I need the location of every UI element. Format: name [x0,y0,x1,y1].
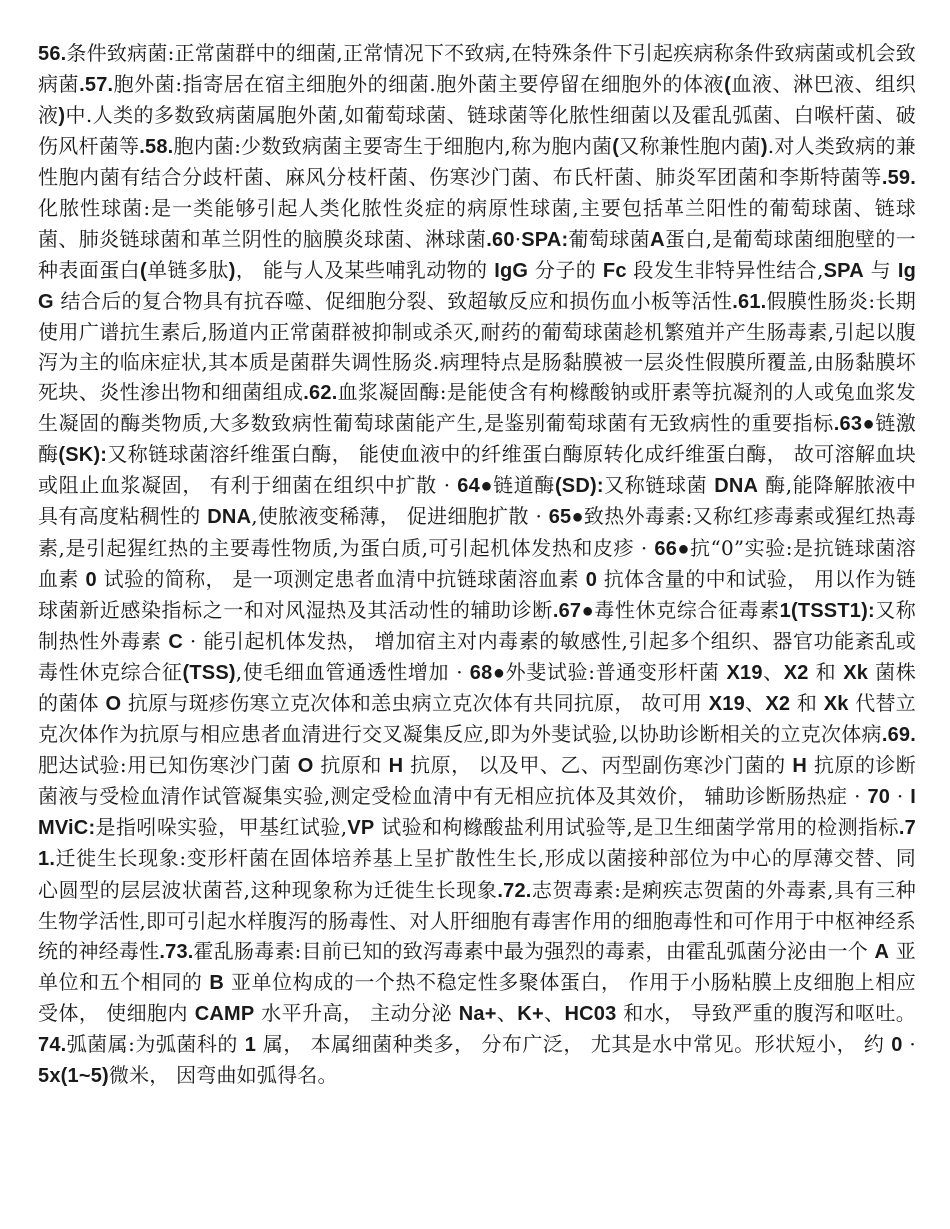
bold-text-run: .59. [881,167,916,190]
text-run: 血浆凝固酶:是能使含有枸橼酸钠或肝素等抗凝剂的人或兔血浆发生凝固的酶类物质,大多数致病性葡萄球菌能产生,是鉴别葡萄球菌有无致病性的重要指标 [38,380,916,436]
bold-text-run: A [874,940,890,963]
text-run: 弧菌属:为弧菌科的 [66,1032,245,1056]
text-run: 水平升高， 主动分泌 [254,1000,459,1025]
bold-text-run: X2 [783,661,809,684]
bold-text-run: ( [612,136,620,159]
text-run: 菌株的菌体 [38,659,916,715]
bold-text-run: IMViC: [38,786,916,840]
bold-text-run: 1(TSST1): [779,599,875,622]
bold-text-run: ( [140,259,147,282]
text-run: 、 [496,1000,518,1025]
bold-text-run: .67● [552,599,595,622]
bold-text-run: .57. [79,74,114,97]
text-run: 抗原与斑疹伤寒立克次体和恙虫病立克次体有共同抗原， 故可用 [121,690,709,715]
text-run: 霍乱肠毒素:目前已知的致泻毒素中最为强烈的毒素，由霍乱弧菌分泌由一个 [193,938,875,963]
bold-text-run: ) [58,105,66,128]
bold-text-run: 70 [867,786,891,809]
bold-text-run: 0 [85,568,97,591]
bold-text-run: HC03 [564,1002,617,1025]
text-run: 又称兼性胞内菌 [619,134,761,159]
text-run: · [902,1032,916,1056]
bold-text-run: X2 [765,692,791,715]
text-run: 属， 本属细菌种类多， 分布广泛， 尤其是水中常见。形状短小， 约 [256,1032,892,1056]
bold-text-run: .62. [303,382,338,405]
bold-text-run: 56. [38,43,67,65]
text-run: 微米， 因弯曲如弧得名。 [108,1063,338,1088]
text-run: 抗原， 以及甲、乙、丙型副伤寒沙门菌的 [403,753,793,778]
text-run: 胞内菌:少数致病菌主要寄生于细胞内,称为胞内菌 [173,134,613,159]
text-run: 、 [744,690,766,715]
text-run: 是指吲哚实验，甲基红试验, [95,815,348,840]
bold-text-run: 74. [38,1034,67,1056]
text-run: 肥达试验:用已知伤寒沙门菌 [38,753,298,778]
bold-text-run: .72. [497,879,532,902]
bold-text-run: DNA [714,475,759,498]
bold-text-run: .69. [881,724,916,747]
bold-text-run: B [209,971,225,994]
text-run: 又称链球菌 [603,473,715,498]
text-run: 酶,能降解脓液中具有高度粘稠性的 [38,473,917,529]
text-run: 亚单位构成的一个热不稳定性多聚体蛋白， 作用于小肠粘膜上皮细胞上相应受体， 使细胞内 [38,969,916,1025]
bold-text-run: (SD): [554,475,604,498]
bold-text-run: ) [228,259,236,282]
bold-text-run: .58. [139,136,174,159]
bold-text-run: .63● [833,413,876,436]
text-run: 和 [808,659,844,684]
text-run: 抗“0”实验:是抗链球菌溶血素 [38,535,916,591]
bold-text-run: C [168,630,183,653]
text-run: 、 [762,659,784,684]
text-run: 和水， 导致严重的腹泻和呕吐。 [616,1000,916,1025]
bold-text-run: Xk [843,661,869,684]
bold-text-run: .73. [159,940,194,963]
text-run: 结合后的复合物具有抗吞噬、促细胞分裂、致超敏反应和损伤血小板等活性 [53,288,733,313]
bold-text-run: 68● [469,661,506,684]
text-run: 试验的简称， 是一项测定患者血清中抗链球菌溶血素 [96,566,586,591]
text-run: 毒性休克综合征毒素 [594,597,780,622]
text-run: 抗原和 [313,753,389,778]
text-run: 假膜性肠炎:长期使用广谱抗生素后,肠道内正常菌群被抑制或杀灭,耐药的葡萄球菌趁机繁殖并产生肠毒素,引起以腹泻为主的临床症状,其本质是菌群失调性肠炎.病理特点是肠黏膜被一层炎性假膜所覆盖,由肠黏膜坏死块、炎性渗出物和细菌组成 [38,288,916,405]
text-run: 葡萄球菌 [568,226,651,251]
text-run: 代替立克次体作为抗原与相应患者血清进行交叉凝集反应,即为外斐试验,以协助诊断相关的立克次体病 [38,690,916,747]
text-run: 致热外毒素:又称红疹毒素或猩红热毒素,是引起猩红热的主要毒性物质,为蛋白质,可引起机体发热和皮疹 · [38,504,917,560]
text-run: ,使毛细血管通透性增加 · [235,659,470,684]
text-run: 段发生非特异性结合, [626,257,824,282]
bold-text-run: .60 [486,228,515,251]
bold-text-run: O [297,755,314,778]
bold-text-run: H [792,755,808,778]
text-run: 胞外菌:指寄居在宿主细胞外的细菌.胞外菌主要停留在细胞外的体液 [113,72,725,97]
bold-text-run: 65● [548,506,584,529]
document-page [38,38,916,1091]
text-run: 、 [543,1000,565,1025]
text-run: · [890,784,911,809]
text-run: 抗体含量的中和试验， 用以作为链球菌新近感染指标之一和对风湿热及其活动性的辅助诊断 [38,566,916,622]
text-run: 条件致病菌:正常菌群中的细菌,正常情况下不致病,在特殊条件下引起疾病称条件致病菌或机会致病菌 [38,41,916,97]
text-run: 外斐试验:普通变形杆菌 [505,659,727,684]
bold-text-run: 0 [585,568,598,591]
bold-text-run: ) [760,136,768,159]
bold-text-run: CAMP [194,1002,255,1025]
bold-text-run: .71. [38,817,916,871]
text-run: .对人类致病的兼性胞内菌有结合分歧杆菌、麻风分枝杆菌、伤寒沙门菌、布氏杆菌、肺炎军团菌和李斯特菌等 [38,134,916,190]
text-run: 蛋白,是葡萄球菌细胞壁的一种表面蛋白 [38,226,916,282]
text-run: 单链多肽 [146,257,229,282]
text-run: 链激酶 [38,411,916,467]
text-run: 志贺毒素:是痢疾志贺菌的外毒素,具有三种生物学活性,即可引起水样腹泻的肠毒性、对人肝细胞有毒害作用的细胞毒性和可作用于中枢神经系统的神经毒性 [38,877,916,963]
bold-text-run: O [105,692,122,715]
bold-text-run: IgG [494,259,529,282]
bold-text-run: ( [724,74,731,97]
bold-text-run: 64● [457,475,494,498]
bold-text-run: Fc [602,259,627,282]
bold-text-run: (SK): [58,444,108,467]
bold-text-run: .61. [732,290,767,313]
text-run: 试验和枸橼酸盐利用试验等,是卫生细菌学常用的检测指标 [374,815,899,840]
text-run: 血液、淋巴液、组织液 [38,72,916,128]
bold-text-run: X19 [726,661,763,684]
bold-text-run: DNA [207,506,252,529]
bold-text-run: H [388,755,404,778]
bold-text-run: 66● [654,537,691,560]
bold-text-run: X19 [708,692,745,715]
bold-text-run: IgG [38,259,916,313]
bold-text-run: A [650,228,665,251]
bold-text-run: SPA [823,259,864,282]
bold-text-run: SPA: [521,228,569,251]
text-run: 又称链球菌溶纤维蛋白酶， 能使血液中的纤维蛋白酶原转化成纤维蛋白酶， 故可溶解血块或阻止血浆凝固， 有利于细菌在组织中扩散 · [38,442,917,498]
body-paragraph [38,38,916,1091]
text-run: 链道酶 [493,473,555,498]
bold-text-run: (TSS) [182,661,236,684]
text-run: 迁徙生长现象:变形杆菌在固体培养基上呈扩散性生长,形成以菌接种部位为中心的厚薄交替、同心圆型的层层波状菌苔,这种现象称为迁徙生长现象 [38,846,916,902]
bold-text-run: VP [347,817,375,840]
text-run: · [514,226,522,251]
text-run: 和 [790,690,824,715]
text-run: 与 [863,257,898,282]
text-run: ， 能与人及某些哺乳动物的 [235,257,495,282]
text-run: 亚单位和五个相同的 [38,938,916,994]
text-run: · 能引起机体发热， 增加宿主对内毒素的敏感性,引起多个组织、器官功能紊乱或毒性休克综合征 [38,628,916,684]
text-run: 又称制热性外毒素 [38,597,916,653]
bold-text-run: Xk [823,692,849,715]
text-run: ,使脓液变稀薄， 促进细胞扩散 · [251,504,549,529]
text-run: 抗原的诊断菌液与受检血清作试管凝集实验,测定受检血清中有无相应抗体及其效价， 辅助诊断肠热症 · [38,753,917,809]
bold-text-run: K+ [517,1002,544,1025]
bold-text-run: Na+ [458,1002,497,1025]
text-run: 中.人类的多数致病菌属胞外菌,如葡萄球菌、链球菌等化脓性细菌以及霍乱弧菌、白喉杆菌、破伤风杆菌等 [38,103,916,159]
text-run: 分子的 [528,257,603,282]
bold-text-run: 1 [244,1034,257,1056]
text-run: 化脓性球菌:是一类能够引起人类化脓性炎症的病原性球菌,主要包括革兰阳性的葡萄球菌、链球菌、肺炎链球菌和革兰阴性的脑膜炎球菌、淋球菌 [38,196,916,251]
bold-text-run: 5x(1~5) [38,1065,109,1088]
bold-text-run: 0 [891,1034,903,1056]
